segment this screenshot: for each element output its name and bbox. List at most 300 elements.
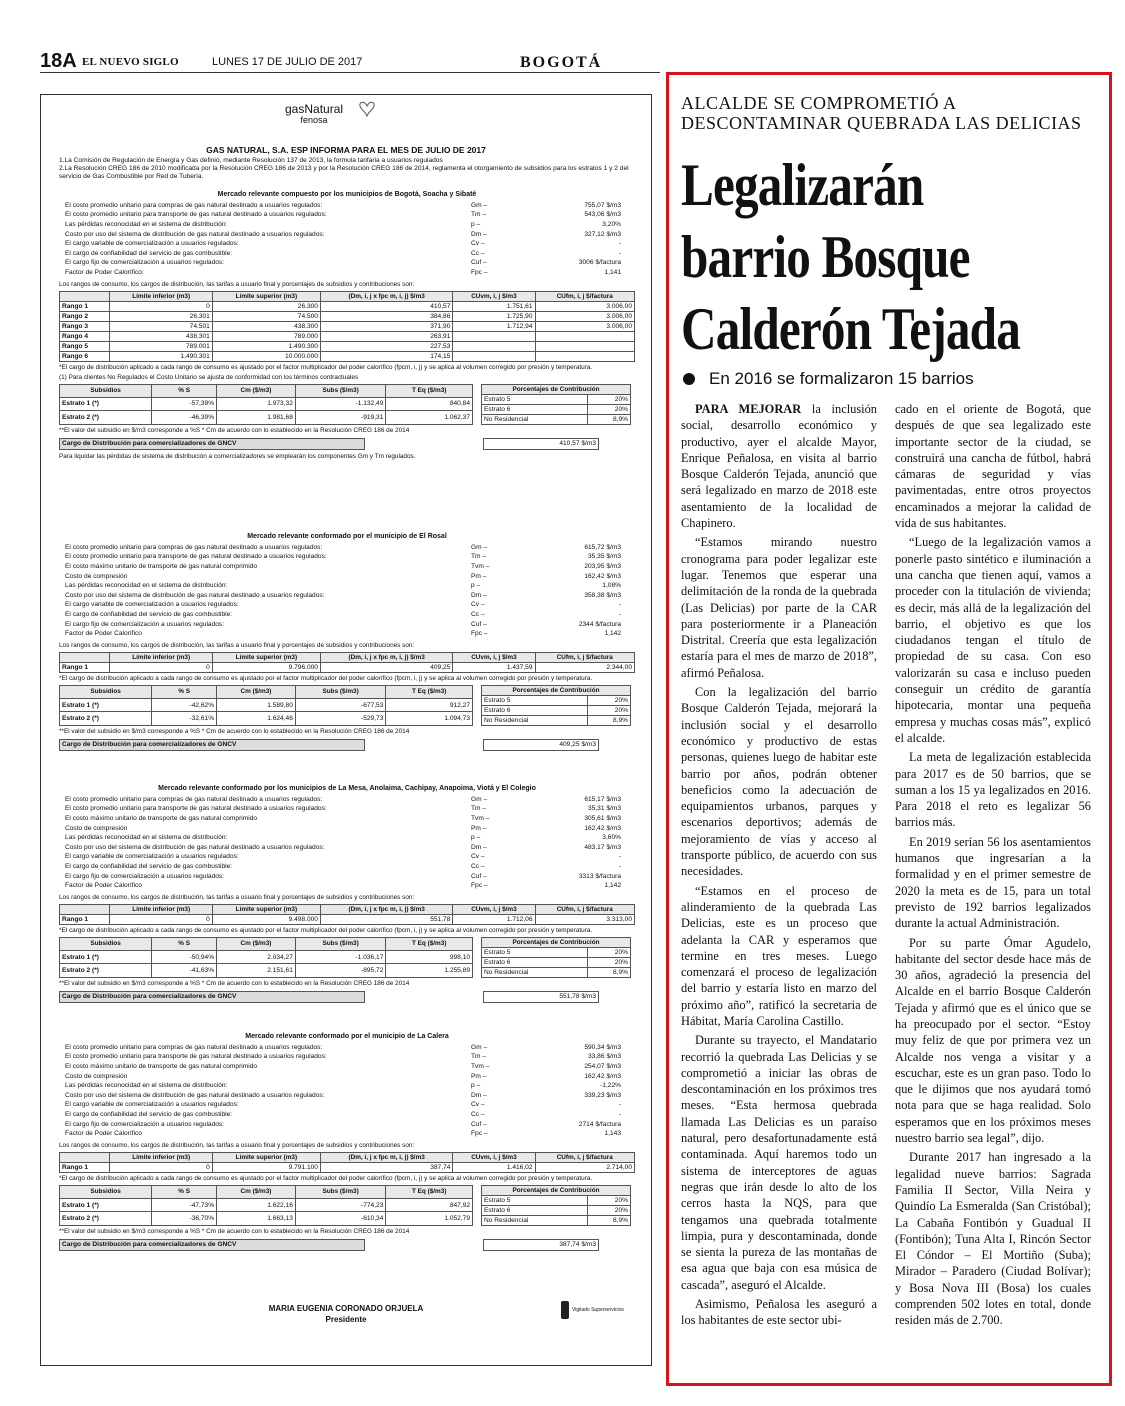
article-headline (681, 149, 1025, 365)
parameter-row (59, 231, 635, 241)
table-cell: 384,86 (320, 311, 452, 321)
gas-natural-logo (285, 103, 343, 126)
table-cell: Estrato 5 (482, 1195, 588, 1205)
table-cell: Rango 1 (60, 662, 110, 672)
ranges-header-cell: Límite superior (m3) (212, 1152, 320, 1162)
parameter-symbol: Gm – (471, 1043, 488, 1051)
parameter-value: - (618, 610, 621, 618)
table-cell (453, 341, 535, 351)
ranges-header-cell: Límite inferior (m3) (110, 1152, 212, 1162)
parameter-row (59, 250, 635, 260)
subsidy-header-cell: T Eq ($/m3) (386, 384, 473, 397)
article-paragraph: Durante 2017 han ingresado a la legalidad nueve barrios: Sagrada Familia II Sector, Villa Neira y Quindío La Esmeralda (San Cristóbal); La Cabaña Fontibón y Guadual II (Fontibón); Tuna Alta I, Rincón Sector El Cóndor – El Mortiño (Suba); Mirador – Paradero (Ciudad Bolívar); y Bosa Nova III (Bosa) los cuales comprenden 502 lotes en total, donde residen más de 2.700. (895, 1150, 1091, 1328)
parameter-label: El cargo de confiabilidad del servicio de gas combustible: (65, 862, 233, 870)
gncv-charge-row (59, 991, 635, 1003)
table-row (60, 1199, 473, 1212)
parameter-value: 3,60% (602, 834, 621, 842)
gncv-value: 551,78 $/m3 (483, 991, 599, 1003)
parameter-label: El cargo variable de comercialización a usuarios regulados: (65, 240, 239, 248)
table-cell: Estrato 5 (482, 695, 588, 705)
table-cell: 1.062,37 (386, 411, 473, 424)
bullet-icon (683, 373, 695, 385)
table-cell: Rango 3 (60, 321, 110, 331)
parameter-row (59, 825, 635, 835)
article-frame (666, 72, 1112, 1386)
table-cell: 438.301 (110, 331, 212, 341)
parameter-row (59, 1130, 635, 1140)
table-cell: -50,94% (152, 951, 217, 964)
table-cell: 1.712,94 (453, 321, 535, 331)
parameter-symbol: Cuf – (471, 1120, 487, 1128)
newspaper-name: EL NUEVO SIGLO (82, 56, 179, 68)
parameter-symbol: Fpc – (471, 630, 488, 638)
issue-date: LUNES 17 DE JULIO DE 2017 (212, 56, 363, 68)
subsidy-header-cell: T Eq ($/m3) (386, 1185, 473, 1198)
parameter-symbol: Gm – (471, 543, 488, 551)
parameter-row (59, 1101, 635, 1111)
table-cell: 9.796.000 (212, 662, 320, 672)
footnote: *El cargo de distribución aplicado a cada rango de consumo es ajustado por el factor multiplicador del poder calorífico (fpcm, i, j) y se aplica al volumen corregido por presión y temperatura. (59, 926, 593, 934)
parameter-value: - (618, 1101, 621, 1109)
market-section (59, 191, 635, 463)
parameter-row (59, 221, 635, 231)
headline-line: Legalizarán (681, 152, 924, 218)
table-cell: Rango 2 (60, 311, 110, 321)
parameter-row (59, 630, 635, 640)
parameter-row (59, 834, 635, 844)
table-cell: 20% (587, 394, 630, 404)
table-cell: Estrato 1 (*) (60, 1199, 152, 1212)
table-cell: 8,9% (587, 715, 630, 725)
market-section (59, 785, 635, 1006)
table-row (60, 411, 473, 424)
parameter-value: 254,07 $/m3 (584, 1062, 621, 1070)
butterfly-icon (359, 99, 375, 117)
article-column-1 (681, 401, 877, 1332)
table-cell: 8,9% (587, 1215, 630, 1225)
parameter-value: 590,34 $/m3 (584, 1043, 621, 1051)
ranges-header-cell (60, 291, 110, 301)
subsidy-header-cell: % S (152, 384, 217, 397)
table-cell: -46,39% (152, 411, 217, 424)
ranges-header-cell: Límite superior (m3) (212, 904, 320, 914)
parameter-value: 615,17 $/m3 (584, 795, 621, 803)
table-cell: 2.344,00 (535, 662, 635, 672)
parameter-label: El cargo variable de comercialización a usuarios regulados: (65, 1101, 239, 1109)
table-cell: 1.663,13 (217, 1212, 296, 1225)
footnote: *El cargo de distribución aplicado a cada rango de consumo es ajustado por el factor multiplicador del poder calorífico (fpcm, i, j) y se aplica al volumen corregido por presión y temperatura. (59, 363, 593, 371)
ranges-header-cell: CUfm, i, j $/factura (535, 904, 635, 914)
parameter-row (59, 796, 635, 806)
article-paragraph: “Luego de la legalización vamos a ponerle pasto sintético e iluminación a una cancha que tienen aquí, vamos a proceder con la titulación de vivienda; es decir, más allá de la legalización del barrio, el objetivo es que los ciudadanos tengan el título de propiedad de su casa. Con eso valorizarán su casa e incluso pueden conseguir un crédito de garantía hipotecaria, montar una pequeña empresa y muchas cosas más”, explicó el alcalde. (895, 535, 1091, 745)
section-title: BOGOTÁ (520, 54, 603, 71)
parameter-label: El costo promedio unitario para transporte de gas natural destinado a usuarios regulados: (65, 805, 327, 813)
subsidy-header-cell: % S (152, 685, 217, 698)
table-row (60, 712, 473, 725)
signature-block (41, 1303, 651, 1325)
parameter-symbol: Tm – (471, 211, 487, 219)
ranges-note: Los rangos de consumo, los cargos de distribución, las tarifas a usuario final y porcentajes de subsidios y contribuciones son: (59, 893, 415, 901)
parameter-symbol: Dm – (471, 843, 487, 851)
parameter-value: 162,42 $/m3 (584, 572, 621, 580)
parameter-symbol: Cv – (471, 853, 485, 861)
table-row (482, 967, 631, 977)
parameter-symbol: Cuf – (471, 259, 487, 267)
parameter-symbol: Cv – (471, 1101, 485, 1109)
parameter-value: - (618, 862, 621, 870)
vigilado-text: Vigilado Superservicios (572, 1306, 624, 1313)
parameter-row (59, 805, 635, 815)
table-row (482, 394, 631, 404)
table-row (60, 301, 635, 311)
intro-line: 1.La Comisión de Regulación de Energía y Gas definió, mediante Resolución 137 de 2013, la formula tarifaria a usuarios regulados (59, 157, 443, 164)
parameter-label: El costo máximo unitario de transporte de gas natural comprimido (65, 814, 258, 822)
parameter-symbol: Pm – (471, 824, 487, 832)
table-cell: 1.437,59 (453, 662, 535, 672)
table-cell: Rango 1 (60, 301, 110, 311)
table-cell: 0 (110, 662, 212, 672)
table-cell: 2.034,27 (217, 951, 296, 964)
table-cell: -919,31 (295, 411, 386, 424)
parameter-row (59, 202, 635, 212)
table-cell: 8,9% (587, 414, 630, 424)
parameter-symbol: Cc – (471, 249, 485, 257)
table-cell: Estrato 6 (482, 957, 588, 967)
parameter-row (59, 211, 635, 221)
ranges-header-cell: (Dm, i, j x fpc m, i, j) $/m3 (320, 291, 452, 301)
ranges-table (59, 291, 635, 362)
table-row (60, 951, 473, 964)
contribution-header-cell: Porcentajes de Contribución (482, 685, 631, 695)
ranges-header (60, 904, 635, 914)
subsidy-header-cell: Subsidios (60, 1185, 152, 1198)
market-section (59, 1033, 635, 1254)
table-cell: 1.094,73 (386, 712, 473, 725)
parameter-value: 1,143 (604, 1130, 621, 1138)
parameter-value: 162,42 $/m3 (584, 824, 621, 832)
table-cell: 263,91 (320, 331, 452, 341)
table-cell: 1.981,68 (217, 411, 296, 424)
parameter-label: El costo promedio unitario para transporte de gas natural destinado a usuarios regulados: (65, 1053, 327, 1061)
contribution-header (482, 937, 631, 947)
parameter-row (59, 553, 635, 563)
parameter-label: Costo por uso del sistema de distribución de gas natural destinado a usuarios regulados: (65, 230, 325, 238)
ranges-header-cell (60, 652, 110, 662)
parameter-symbol: Tvm – (471, 562, 490, 570)
subsidy-header-cell: Subs ($/m3) (295, 384, 386, 397)
gncv-label: Cargo de Distribución para comercializadores de GNCV (59, 438, 365, 450)
parameter-symbol: Fpc – (471, 882, 488, 890)
article-kicker: ALCALDE SE COMPROMETIÓ A DESCONTAMINAR QUEBRADA LAS DELICIAS (681, 93, 1082, 133)
table-cell: 20% (587, 705, 630, 715)
parameter-label: El cargo de confiabilidad del servicio de gas combustible: (65, 249, 233, 257)
masthead (40, 44, 1115, 72)
parameter-label: El costo promedio unitario para compras de gas natural destinado a usuarios regulados: (65, 1043, 323, 1051)
table-cell: 20% (587, 404, 630, 414)
article-paragraph: Durante su trayecto, el Mandatario recorrió la quebrada Las Delicias y se comprometió a iniciar las obras de descontaminación en los próximos tres meses. “Esta hermosa quebrada llamada Las Delicias es un paraíso natural, pero desafortunadamente está contaminada. Aquí haremos todo un sistema de interceptores de aguas negras que irán desde lo alto de los cerros hasta la NQS, para que tengamos una quebrada totalmente limpia, pura y descontaminada, donde se sienta la pureza de las montañas de esa agua que baja con esa música de cascada”, aseguró el Alcalde. (681, 1033, 877, 1292)
table-cell: No Residencial (482, 414, 588, 424)
table-cell (535, 341, 635, 351)
parameter-label: El cargo de confiabilidad del servicio de gas combustible: (65, 610, 233, 618)
parameter-symbol: Pm – (471, 1072, 487, 1080)
article-paragraph: La meta de legalización establecida para 2017 es de 50 barrios, que se suman a los 15 ya legalizados en 2016. Para 2018 el reto es legalizar 56 barrios más. (895, 750, 1091, 830)
table-cell: 998,10 (386, 951, 473, 964)
ranges-header-cell: CUvm, i, j $/m3 (453, 291, 535, 301)
parameter-value: 615,72 $/m3 (584, 543, 621, 551)
ranges-header-cell: (Dm, i, j x fpc m, i, j) $/m3 (320, 652, 452, 662)
ranges-table (59, 1152, 635, 1173)
table-cell: 1.416,02 (453, 1162, 535, 1172)
parameter-label: El cargo fijo de comercialización a usuarios regulados: (65, 259, 225, 267)
table-cell: 9.791.100 (212, 1162, 320, 1172)
gncv-charge-row (59, 739, 635, 751)
parameter-symbol: Cuf – (471, 872, 487, 880)
subsidy-header-cell: Subs ($/m3) (295, 937, 386, 950)
table-cell: 410,57 (320, 301, 452, 311)
gncv-value: 409,25 $/m3 (483, 739, 599, 751)
ranges-note: Los rangos de consumo, los cargos de distribución, las tarifas a usuario final y porcentajes de subsidios y contribuciones son: (59, 280, 415, 288)
table-row (60, 321, 635, 331)
ranges-note: Los rangos de consumo, los cargos de distribución, las tarifas a usuario final y porcentajes de subsidios y contribuciones son: (59, 1141, 415, 1149)
parameter-label: El costo promedio unitario para compras de gas natural destinado a usuarios regulados: (65, 795, 323, 803)
notice-title: GAS NATURAL, S.A. ESP INFORMA PARA EL MES DE JULIO DE 2017 (206, 145, 486, 155)
table-cell: -36,70% (152, 1212, 217, 1225)
parameter-row (59, 269, 635, 279)
subsidy-header (60, 384, 473, 397)
subsidy-header-cell: Subs ($/m3) (295, 1185, 386, 1198)
subsidy-table (59, 937, 473, 978)
parameter-row (59, 853, 635, 863)
parameter-row (59, 1053, 635, 1063)
table-cell: 1.052,79 (386, 1212, 473, 1225)
table-cell: 0 (110, 1162, 212, 1172)
parameter-row (59, 1111, 635, 1121)
table-cell: 1.490.301 (110, 351, 212, 361)
header-rule (40, 72, 660, 73)
article-paragraph: “Estamos en el proceso de alinderamiento de la quebrada Las Delicias, este es un proceso que adelanta la CAR y esperamos que termine en tres meses. Luego comenzará el proceso de legalización del barrio y estaría listo en marzo del próximo año”, ratificó la secretaria de Hábitat, María Carolina Castillo. (681, 883, 877, 1028)
market-title: Mercado relevante conformado por el municipio de La Calera (245, 1033, 449, 1040)
ranges-header-cell: Límite inferior (m3) (110, 291, 212, 301)
table-cell: 20% (587, 947, 630, 957)
ranges-header-cell: Límite inferior (m3) (110, 652, 212, 662)
parameter-label: Factor de Poder Calorífico (65, 882, 142, 890)
subsidy-table (59, 685, 473, 726)
page-number: 18A (40, 50, 77, 72)
gncv-label: Cargo de Distribución para comercializadores de GNCV (59, 1239, 365, 1251)
parameter-value: - (618, 853, 621, 861)
table-cell: 10.000.000 (212, 351, 320, 361)
parameter-label: Las pérdidas reconocidad en el sistema de distribución: (65, 834, 228, 842)
table-row (482, 947, 631, 957)
subsidy-table (59, 384, 473, 425)
market-section (59, 533, 635, 754)
table-cell: 1.624,46 (217, 712, 296, 725)
parameter-value: 305,61 $/m3 (584, 814, 621, 822)
article-lead: PARA MEJORAR (695, 402, 802, 416)
table-cell: 1.973,32 (217, 397, 296, 410)
market-title: Mercado relevante compuesto por los municipios de Bogotá, Soacha y Sibaté (217, 191, 477, 198)
parameter-value: -1,22% (600, 1082, 621, 1090)
table-row (60, 699, 473, 712)
parameter-label: Las pérdidas reconocidad en el sistema de distribución: (65, 220, 228, 228)
parameter-row (59, 815, 635, 825)
table-cell: -774,23 (295, 1199, 386, 1212)
parameter-label: El cargo fijo de comercialización a usuarios regulados: (65, 620, 225, 628)
parameter-value: - (618, 601, 621, 609)
parameter-value: 339,23 $/m3 (584, 1091, 621, 1099)
subsidy-table (59, 1185, 473, 1226)
parameter-value: 2714 $/factura (578, 1120, 621, 1128)
article-paragraph: En 2019 serían 56 los asentamientos humanos que ingresarían a la formalidad y en el primer semestre de 2020 la meta es de 15, para un total previsto de 192 barrios legalizados durante la actual Administración. (895, 834, 1091, 931)
ranges-header-cell: CUfm, i, j $/factura (535, 652, 635, 662)
table-cell: 174,15 (320, 351, 452, 361)
table-cell: 3.006,00 (535, 311, 635, 321)
gncv-label: Cargo de Distribución para comercializadores de GNCV (59, 991, 365, 1003)
parameter-value: 483,17 $/m3 (584, 843, 621, 851)
table-cell: Estrato 5 (482, 394, 588, 404)
article-body (681, 401, 1101, 1381)
contribution-table (481, 685, 631, 726)
table-cell: 0 (110, 301, 212, 311)
subsidy-header-cell: Subsidios (60, 685, 152, 698)
table-cell: 1.622,16 (217, 1199, 296, 1212)
parameter-value: 35,31 $/m3 (588, 805, 621, 813)
parameter-value: - (618, 240, 621, 248)
table-row (482, 957, 631, 967)
gncv-charge-row (59, 438, 635, 450)
table-cell: Estrato 2 (*) (60, 1212, 152, 1225)
parameter-value: 3313 $/factura (578, 872, 621, 880)
table-cell: 3.313,00 (535, 914, 635, 924)
parameter-row (59, 1082, 635, 1092)
table-cell: Estrato 6 (482, 1205, 588, 1215)
contribution-header-cell: Porcentajes de Contribución (482, 1185, 631, 1195)
table-cell: 74.500 (212, 311, 320, 321)
parameter-row (59, 592, 635, 602)
table-cell: 1.712,06 (453, 914, 535, 924)
parameter-symbol: p – (471, 220, 481, 228)
gas-natural-notice (40, 94, 652, 1366)
table-cell: No Residencial (482, 1215, 588, 1225)
ranges-header-cell: CUvm, i, j $/m3 (453, 1152, 535, 1162)
contribution-table (481, 1185, 631, 1226)
table-cell (453, 331, 535, 341)
subsidy-header-cell: Cm ($/m3) (217, 1185, 296, 1198)
subsidy-header (60, 685, 473, 698)
table-cell: -610,34 (295, 1212, 386, 1225)
article-paragraph: PARA MEJORAR la inclusión social, desarrollo económico y productivo, ayer el alcalde Mayor, Enrique Peñalosa, en visita al barrio Bosque Calderón Tejada, anunció que será legalizado en marzo de 2018 este asentamiento de la localidad de Chapinero. (681, 402, 877, 531)
table-cell: 840,84 (386, 397, 473, 410)
table-cell: 371,90 (320, 321, 452, 331)
parameter-symbol: Cv – (471, 601, 485, 609)
ranges-header-cell: CUfm, i, j $/factura (535, 1152, 635, 1162)
contribution-header (482, 1185, 631, 1195)
parameter-label: El cargo fijo de comercialización a usuarios regulados: (65, 1120, 225, 1128)
parameter-row (59, 573, 635, 583)
parameter-label: El costo máximo unitario de transporte de gas natural comprimido (65, 1062, 258, 1070)
parameter-row (59, 863, 635, 873)
parameter-value: 358,38 $/m3 (584, 591, 621, 599)
table-cell: Estrato 1 (*) (60, 951, 152, 964)
subhead-text: En 2016 se formalizaron 15 barrios (709, 369, 974, 388)
parameter-value: 755,07 $/m3 (584, 201, 621, 209)
subsidy-header-cell: Subs ($/m3) (295, 685, 386, 698)
subsidy-note: **El valor del subsidio en $/m3 corresponde a %S * Cm de acuerdo con lo establecido en la Resolución CREG 186 de 2014 (59, 1227, 410, 1235)
parameter-label: Las pérdidas reconocidad en el sistema de distribución: (65, 1082, 228, 1090)
ranges-note: Los rangos de consumo, los cargos de distribución, las tarifas a usuario final y porcentajes de subsidios y contribuciones son: (59, 641, 415, 649)
table-row (60, 914, 635, 924)
parameter-value: 203,95 $/m3 (584, 562, 621, 570)
parameter-value: 3,20% (602, 220, 621, 228)
parameter-symbol: Fpc – (471, 1130, 488, 1138)
parameter-row (59, 882, 635, 892)
subsidy-header-cell: Cm ($/m3) (217, 384, 296, 397)
table-cell: Rango 6 (60, 351, 110, 361)
table-cell: Rango 5 (60, 341, 110, 351)
parameter-label: El costo promedio unitario para compras de gas natural destinado a usuarios regulados: (65, 543, 323, 551)
footnote: (1) Para clientes No Regulados el Costo Unitario se ajusta de conformidad con los términos contractuales (59, 373, 359, 381)
table-cell: 3.006,00 (535, 301, 635, 311)
article-paragraph: Por su parte Ómar Agudelo, habitante del sector desde hace más de 30 años, agradeció la presencia del Alcalde en el barrio Bosque Calderón Tejada y afirmó que es el único que se ha preocupado por el sector. “Estoy muy feliz de que por primera vez un Alcalde nos venga a visitar y a escuchar, este es un gran paso. Todo lo que le dijimos que nos ayudará tomó nota para que se haga realidad. Solo esperamos que en los próximos meses nuestro barrio sea legal”, dijo. (895, 935, 1091, 1146)
subsidy-contribution-row (59, 685, 635, 726)
parameter-label: Las pérdidas reconocidad en el sistema de distribución: (65, 582, 228, 590)
article-paragraph: Con la legalización del barrio Bosque Calderón Tejada, mejorará la inclusión social y el desarrollo económico y productivo de estas personas, quienes luego de habitar este barrio por años, podrán obtener beneficios como la adecuación de equipamientos urbanos, parques y escenarios deportivos; además de mejoramiento de vías y acceso al transporte público, de acuerdo con sus necesidades. (681, 685, 877, 879)
table-cell: 912,27 (386, 699, 473, 712)
table-cell: 1.725,90 (453, 311, 535, 321)
subsidy-header-cell: T Eq ($/m3) (386, 937, 473, 950)
footnote: *El cargo de distribución aplicado a cada rango de consumo es ajustado por el factor multiplicador del poder calorífico (fpcm, i, j) y se aplica al volumen corregido por presión y temperatura. (59, 674, 593, 682)
ranges-header-cell (60, 1152, 110, 1162)
contribution-header-cell: Porcentajes de Contribución (482, 937, 631, 947)
parameter-value: 1,08% (602, 582, 621, 590)
parameter-symbol: Dm – (471, 230, 487, 238)
table-cell: Estrato 5 (482, 947, 588, 957)
table-cell: -677,53 (295, 699, 386, 712)
table-row (60, 397, 473, 410)
parameter-row (59, 259, 635, 269)
table-row (482, 414, 631, 424)
table-cell: 8,9% (587, 967, 630, 977)
table-cell: Estrato 6 (482, 404, 588, 414)
table-cell: 0 (110, 914, 212, 924)
parameter-symbol: Tm – (471, 1053, 487, 1061)
contribution-table (481, 937, 631, 978)
table-cell: Estrato 1 (*) (60, 699, 152, 712)
superservicios-icon (561, 1301, 569, 1319)
parameter-label: Costo por uso del sistema de distribución de gas natural destinado a usuarios regulados: (65, 591, 325, 599)
table-row (60, 1212, 473, 1225)
table-row (482, 705, 631, 715)
parameter-label: Costo de compresión (65, 824, 128, 832)
parameter-value: - (618, 249, 621, 257)
table-cell: 20% (587, 1205, 630, 1215)
table-cell: 227,53 (320, 341, 452, 351)
ranges-header-cell: CUvm, i, j $/m3 (453, 904, 535, 914)
parameter-value: 1,141 (604, 268, 621, 276)
ranges-header-cell: (Dm, i, j x fpc m, i, j) $/m3 (320, 1152, 452, 1162)
logo-line2: fenosa (300, 115, 328, 126)
table-row (60, 341, 635, 351)
ranges-table (59, 652, 635, 673)
table-cell (453, 351, 535, 361)
contribution-header (482, 685, 631, 695)
table-cell: Rango 1 (60, 914, 110, 924)
parameter-label: El costo promedio unitario para transporte de gas natural destinado a usuarios regulados: (65, 211, 327, 219)
subsidy-header-cell: Subsidios (60, 937, 152, 950)
parameter-symbol: Fpc – (471, 268, 488, 276)
subsidy-contribution-row (59, 384, 635, 425)
subsidy-note: **El valor del subsidio en $/m3 corresponde a %S * Cm de acuerdo con lo establecido en la Resolución CREG 186 de 2014 (59, 727, 410, 735)
